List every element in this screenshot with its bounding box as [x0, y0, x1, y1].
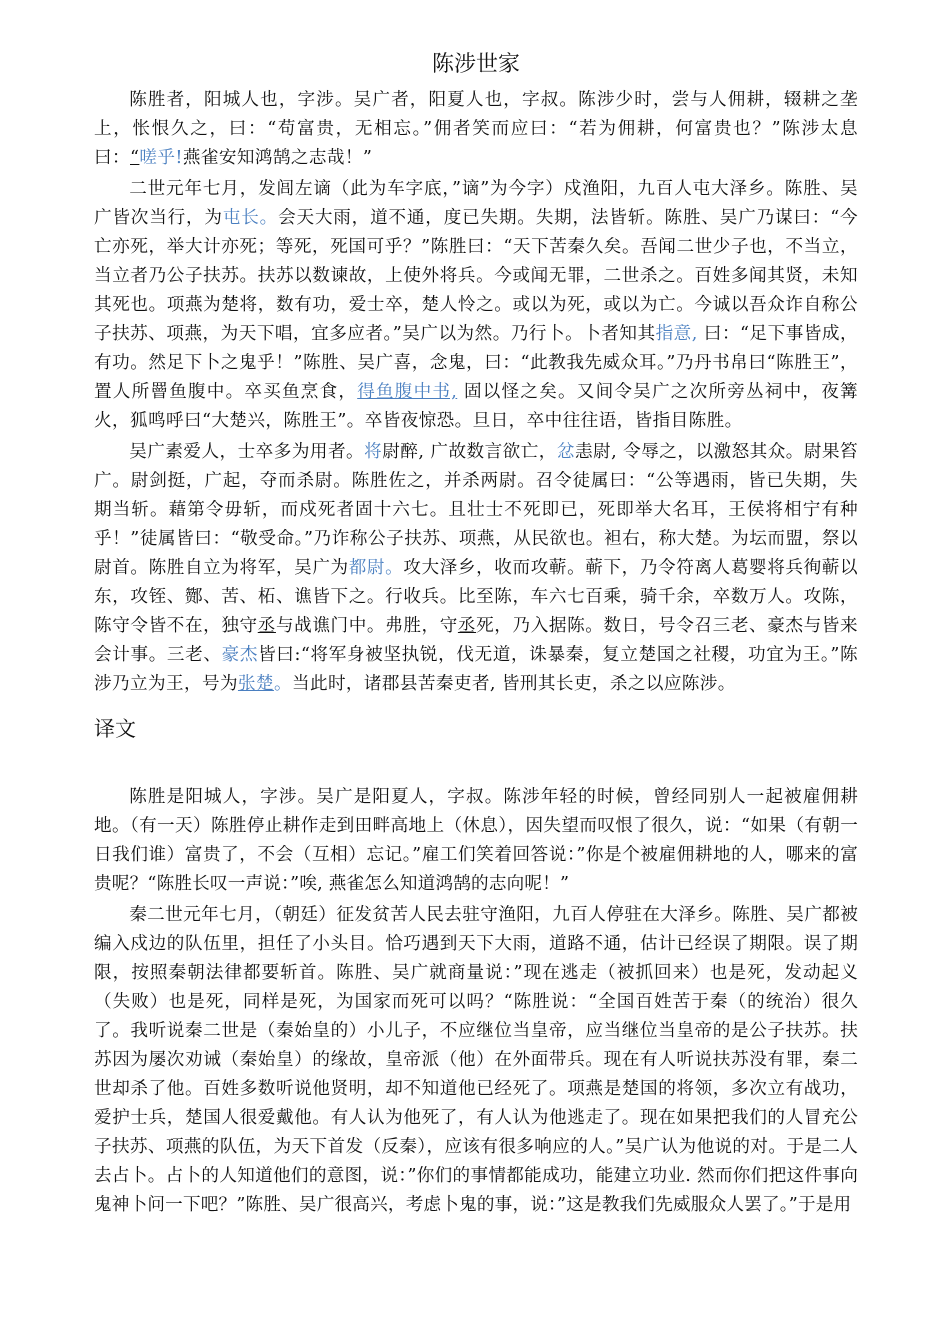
original-paragraph: [94, 175, 858, 436]
translation-text: [94, 783, 858, 1220]
annotated-term: 得鱼腹中书,: [357, 382, 458, 402]
document-title: 陈涉世家: [431, 52, 520, 77]
text-run: 尉醉, 广故数言欲亡，: [382, 442, 557, 462]
annotated-term: 都尉。: [348, 558, 404, 578]
annotated-term: 。: [273, 674, 292, 694]
original-text: [94, 86, 858, 699]
text-run: 与战谯门中。弗胜，守: [275, 616, 458, 636]
text-run: 吴广素爱人，士卒多为用者。: [129, 442, 365, 462]
translation-paragraph: 秦二世元年七月，（朝廷）征发贫苦人民去驻守渔阳，九百人停驻在大泽乡。陈胜、吴广都被编入戍边的队伍里，担任了小头目。恰巧遇到天下大雨，道路不通，估计已经误了期限。误了期限，按照秦朝法律都要斩首。陈胜、吴广就商量说：”现在逃走（被抓回来）也是死，发动起义（失败）也是死，同样是死，为国家而死可以吗？“陈胜说：“全国百姓苦于秦（的统治）很久了。我听说秦二世是（秦始皇的）小儿子，不应继位当皇帝，应当继位当皇帝的是公子扶苏。扶苏因为屡次劝诫（秦始皇）的缘故，皇帝派（他）在外面带兵。现在有人听说扶苏没有罪，秦二世却杀了他。百姓多数听说他贤明，却不知道他已经死了。项燕是楚国的将领，多次立有战功，爱护士兵，楚国人很爱戴他。有人认为他死了，有人认为他逃走了。现在如果把我们的人冒充公子扶苏、项燕的队伍，为天下首发（反秦），应该有很多响应的人。”吴广认为他说的对。于是二人去占卜。占卜的人知道他们的意图，说：”你们的事情都能成功，能建立功业. 然而你们把这件事向鬼神卜问一下吧？”陈胜、吴广很高兴，考虑卜鬼的事，说：”这是教我们先威服众人罢了。”于是用: [94, 905, 858, 1215]
annotated-term: 指意,: [655, 324, 698, 344]
document-page: [94, 48, 858, 1222]
annotated-term: “: [130, 148, 140, 168]
text-run: 死，乃入据陈。数日，号令召三老、豪杰与皆来会计事。三老、: [94, 616, 858, 665]
text-run: 当此时，诸郡县苦秦吏者, 皆刑其长吏，杀之以应陈涉。: [291, 674, 736, 694]
annotated-term: 丞: [457, 616, 477, 636]
annotated-term: 忿: [556, 442, 575, 462]
annotated-term: 丞: [257, 616, 276, 636]
original-paragraph: [94, 86, 858, 173]
annotated-term: 屯长。: [222, 208, 279, 228]
annotated-term: 豪杰: [221, 645, 259, 665]
text-run: 固以怪之矣。又间令吴广之次所旁丛祠中，夜篝火，狐鸣呼曰“大楚兴，陈胜王”。卒皆夜惊恐。旦日，卒中往往语，皆指目陈胜。: [94, 382, 858, 431]
text-run: 攻大泽乡，收而攻蕲。蕲下，乃令符离人葛婴将兵徇蕲以东，攻铚、酂、苦、柘、谯皆下之。行收兵。比至陈，车六七百乘，骑千余，卒数万人。攻陈，陈守令皆不在，独守: [94, 558, 858, 636]
original-paragraph: [94, 438, 858, 699]
annotated-term: 将: [364, 442, 383, 462]
text-run: 曰：“足下事皆成，有功。然足下卜之鬼乎！”陈胜、吴广喜，念鬼，曰：“此教我先威众耳。”乃丹书帛曰“陈胜王”，置人所罾鱼腹中。卒买鱼烹食，: [94, 324, 858, 402]
translation-paragraph: 陈胜是阳城人，字涉。吴广是阳夏人，字叔。陈涉年轻的时候，曾经同别人一起被雇佣耕地。（有一天）陈胜停止耕作走到田畔高地上（休息），因失望而叹恨了很久，说：“如果（有朝一日我们谁）富贵了，不会（互相）忘记。”雇工们笑着回答说：”你是个被雇佣耕地的人，哪来的富贵呢？“陈胜长叹一声说：”唉, 燕雀怎么知道鸿鹄的志向呢！”: [94, 787, 858, 894]
annotated-term: 张楚: [237, 674, 274, 694]
text-run: 皆曰:“将军身被坚执锐，伐无道，诛暴秦，复立楚国之社稷，功宜为王。”陈涉乃立为王，号为: [94, 645, 858, 694]
annotated-term: 嗟乎!: [139, 148, 183, 168]
text-run: 恚尉, 令辱之，以激怒其众。尉果笞广。尉剑挺，广起，夺而杀尉。陈胜佐之，并杀两尉。召令徒属曰：“公等遇雨，皆已失期，失期当斩。藉第令毋斩，而戍死者固十六七。且壮士不死即已，死即举大名耳，王侯将相宁有种乎！”徒属皆曰：“敬受命。”乃诈称公子扶苏、项燕，从民欲也。袒右，称大楚。为坛而盟，祭以尉首。陈胜自立为将军，吴广为: [94, 442, 859, 578]
text-run: 陈胜者，阳城人也，字涉。吴广者，阳夏人也，字叔。陈涉少时，尝与人佣耕，辍耕之垄上，怅恨久之，曰：“苟富贵，无相忘。”佣者笑而应曰：“若为佣耕，何富贵也？”陈涉太息曰：: [94, 90, 858, 168]
text-run: 二世元年七月，发闾左谪（此为车字底，”谪”为今字）戍渔阳，九百人屯大泽乡。陈胜、吴广皆次当行，为: [94, 179, 858, 228]
translation-heading: 译文: [94, 717, 136, 741]
text-run: 会天大雨，道不通，度已失期。失期，法皆斩。陈胜、吴广乃谋曰：“今亡亦死，举大计亦死；等死，死国可乎？”陈胜曰：“天下苦秦久矣。吾闻二世少子也，不当立，当立者乃公子扶苏。扶苏以数谏故，上使外将兵。今或闻无罪，二世杀之。百姓多闻其贤，未知其死也。项燕为楚将，数有功，爱士卒，楚人怜之。或以为死，或以为亡。今诚以吾众诈自称公子扶苏、项燕，为天下唱，宜多应者。”吴广以为然。乃行卜。卜者知其: [94, 208, 858, 344]
text-run: 燕雀安知鸿鹄之志哉！”: [182, 148, 373, 168]
